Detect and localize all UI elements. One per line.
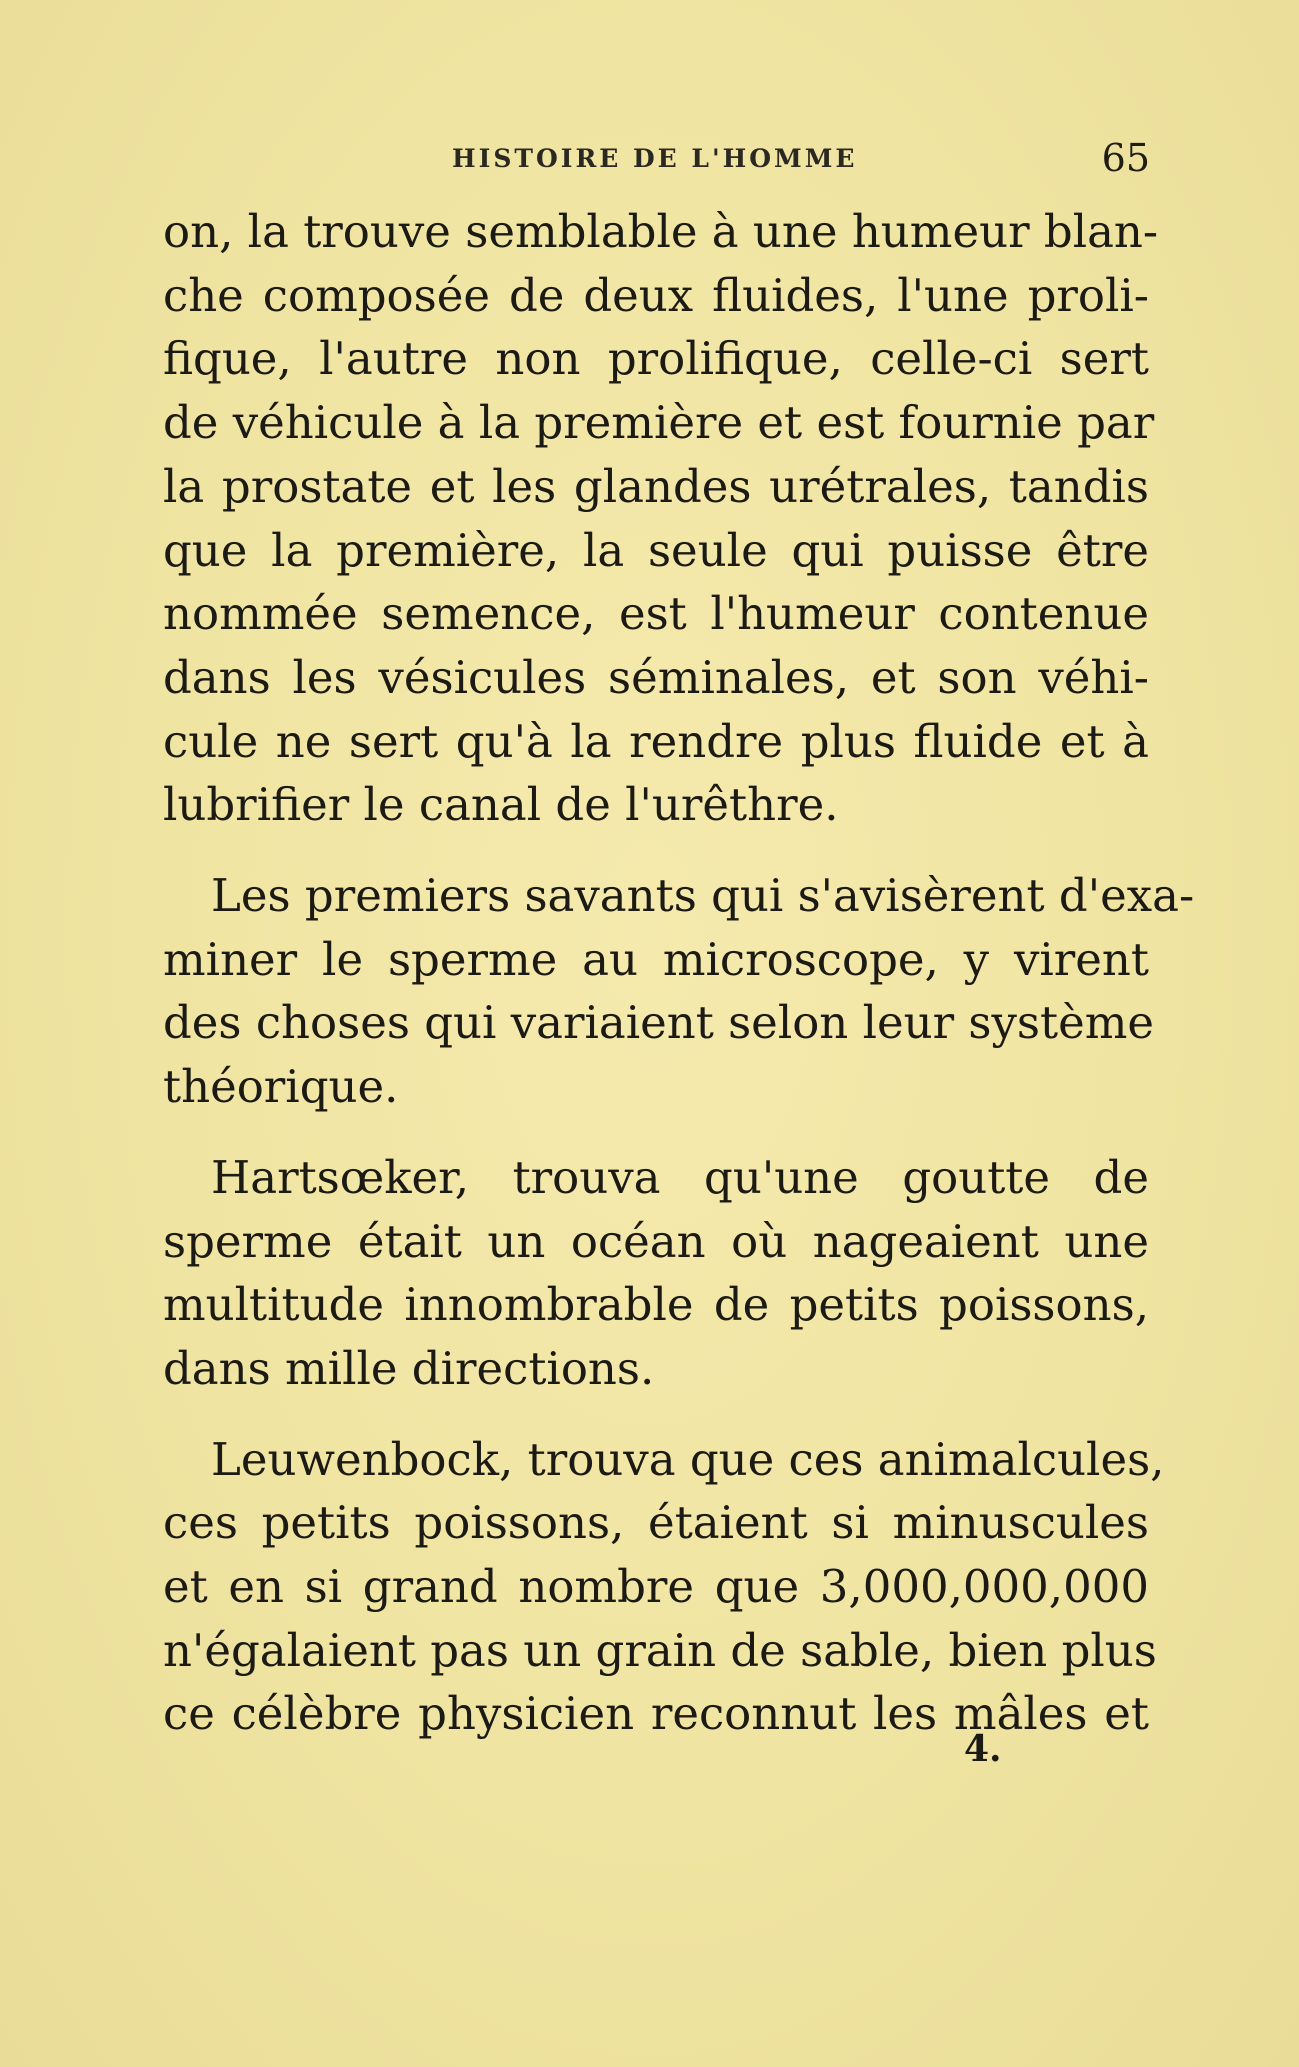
page-header [165,136,1150,186]
text-line: Leuwenbock, trouva que ces animalcules, [211,1432,1165,1486]
text-line: dans les vésicules séminales, et son véhi- [163,650,1149,704]
text-line: n'égalaient pas un grain de sable, bien plus [163,1623,1157,1677]
text-line: théorique. [163,1060,399,1114]
text-line: dans mille directions. [163,1341,655,1395]
paragraph-4 [163,1428,1165,1747]
running-head: HISTOIRE DE L'HOMME [452,144,858,173]
text-line: fique, l'autre non prolifique, celle-ci sert [163,332,1149,386]
text-line: Les premiers savants qui s'avisèrent d'exa- [211,869,1195,923]
text-line: multitude innombrable de petits poissons, [163,1278,1149,1332]
text-line: lubrifier le canal de l'urêthre. [163,778,839,832]
page-number: 65 [1101,136,1150,180]
text-line: de véhicule à la première et est fournie par [163,396,1155,450]
text-line: cule ne sert qu'à la rendre plus fluide et à [163,714,1149,768]
text-line: et en si grand nombre que 3,000,000,000 [163,1560,1149,1614]
text-line: des choses qui variaient selon leur système [163,996,1155,1050]
text-line: sperme était un océan où nageaient une [163,1214,1149,1268]
signature-mark: 4. [964,1728,1002,1770]
text-line: ce célèbre physicien reconnut les mâles et [163,1687,1149,1741]
text-line: que la première, la seule qui puisse être [163,523,1149,577]
text-line: la prostate et les glandes urétrales, tandis [163,459,1149,513]
text-line: ces petits poissons, étaient si minuscules [163,1496,1149,1550]
text-line: che composée de deux fluides, l'une proli- [163,268,1149,322]
text-line: nommée semence, est l'humeur contenue [163,587,1149,641]
paragraph-2 [163,864,1195,1119]
paragraph-3 [163,1146,1149,1401]
text-line: Hartsœker, trouva qu'une goutte de [211,1150,1149,1204]
text-line: miner le sperme au microscope, y virent [163,932,1149,986]
text-line: on, la trouve semblable à une humeur blan- [163,205,1159,258]
paragraph-1 [163,200,1159,837]
body-text [163,200,1195,1746]
